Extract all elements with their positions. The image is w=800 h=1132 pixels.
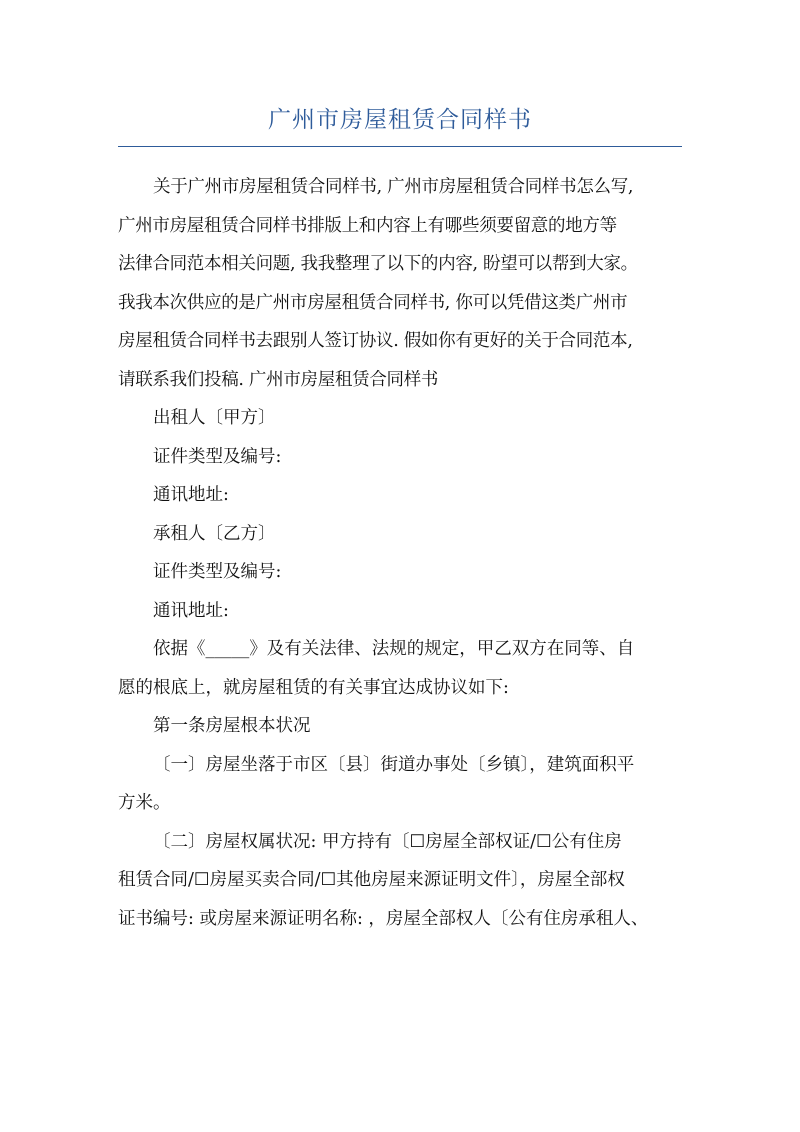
article1-item2-line-3: 证书编号: 或房屋来源证明名称: ，房屋全部权人〔公有住房承租人、 [118, 908, 649, 929]
lessee-label: 承租人〔乙方〕 [153, 523, 276, 544]
document-title: 广州市房屋租赁合同样书 [268, 107, 532, 133]
document-body [118, 168, 682, 938]
lessor-address-label: 通讯地址: [153, 485, 229, 505]
article1-item1-line-2: 方米。 [118, 793, 171, 813]
article1-item2-line-2: 租赁合同/☐房屋买卖合同/☐其他房屋来源证明文件〕，房屋全部权 [118, 870, 625, 890]
intro-line-5: 房屋租赁合同样书去跟别人签订协议. 假如你有更好的关于合同范本, [118, 331, 633, 351]
lessee-address-label: 通讯地址: [153, 600, 229, 621]
intro-line-1: 关于广州市房屋租赁合同样书, 广州市房屋租赁合同样书怎么写, [153, 177, 634, 197]
intro-line-3: 法律合同范本相关问题, 我我整理了以下的内容, 盼望可以帮到大家。 [118, 254, 638, 274]
title-underline [118, 146, 682, 147]
article1-item2-line-1: 〔二〕房屋权属状况: 甲方持有〔☐房屋全部权证/☐公有住房 [153, 831, 622, 852]
intro-line-2: 广州市房屋租赁合同样书排版上和内容上有哪些须要留意的地方等 [118, 215, 617, 236]
article1-title: 第一条房屋根本状况 [153, 716, 311, 736]
intro-line-6: 请联系我们投稿. 广州市房屋租赁合同样书 [118, 369, 439, 390]
basis-line-1: 依据《_____》及有关法律、法规的规定，甲乙双方在同等、自 [153, 639, 635, 659]
basis-line-2: 愿的根底上，就房屋租赁的有关事宜达成协议如下: [118, 677, 509, 698]
lessor-label: 出租人〔甲方〕 [153, 408, 276, 428]
lessee-id-label: 证件类型及编号: [153, 562, 282, 582]
intro-line-4: 我我本次供应的是广州市房屋租赁合同样书, 你可以凭借这类广州市 [118, 292, 628, 313]
lessor-id-label: 证件类型及编号: [153, 446, 282, 467]
article1-item1-line-1: 〔一〕房屋坐落于市区〔县〕街道办事处〔乡镇〕，建筑面积平 [153, 754, 635, 775]
